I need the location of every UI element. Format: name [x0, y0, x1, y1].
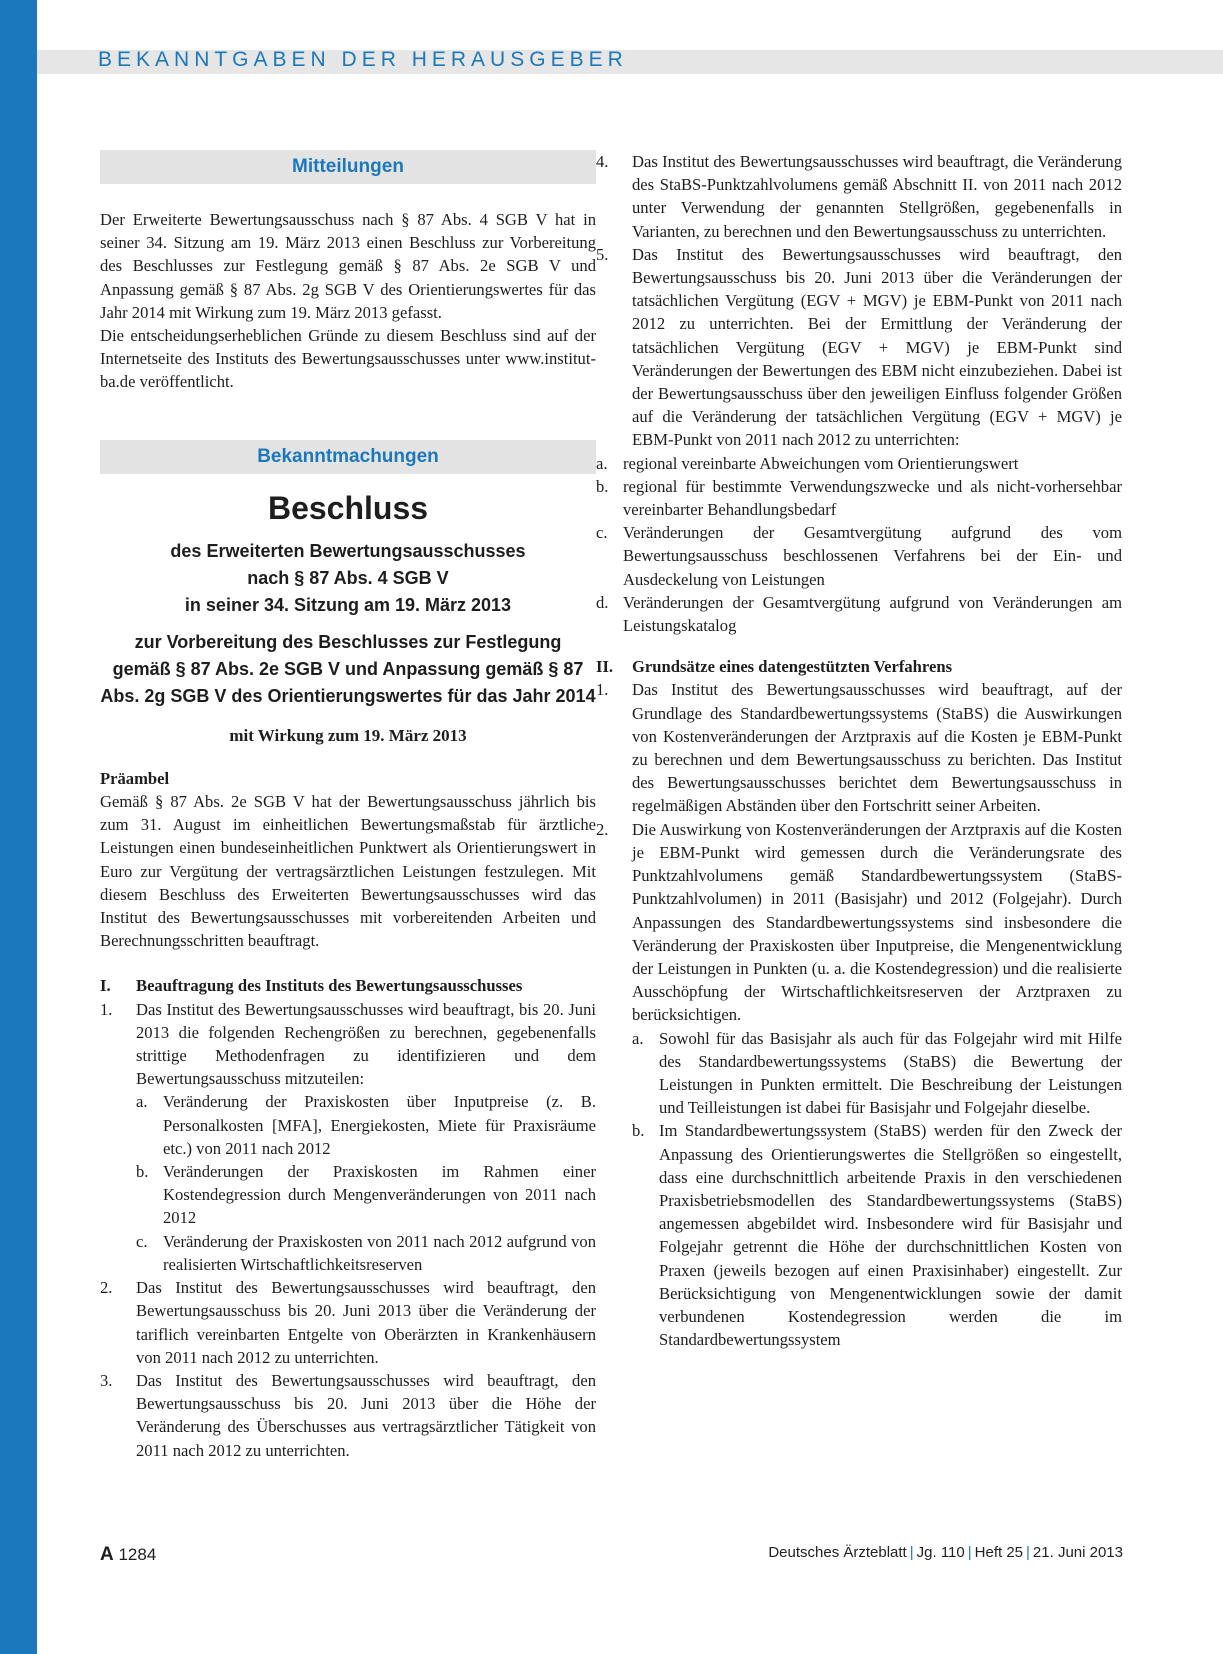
item-text: Das Institut des Bewertungsausschusses wird beauftragt, den Bewertungsausschuss bis 20. Juni 2013 über die Veränderungen der tatsächlichen Vergütung (EGV + MGV) je EBM-Punkt von 2011 nach 2012 zu unterrichten. Bei der Ermittlung der Veränderung der tatsächlichen Vergütung (EGV + MGV) je EBM-Punkt sind Veränderungen der Bewertungen des EBM nicht einzubeziehen. Dabei ist der Bewertungsausschuss über den jeweiligen Einfluss folgender Größen auf die Veränderung der tatsächlichen Vergütung (EGV + MGV) je EBM-Punkt von 2011 nach 2012 zu unterrichten:: [632, 244, 1122, 450]
beschluss-subtitle-2c: Abs. 2g SGB V des Orientierungswertes für das Jahr 2014: [100, 685, 596, 706]
item-number: 2.: [596, 819, 609, 839]
section-1-item-1: [100, 998, 596, 1276]
item-text: Das Institut des Bewertungsausschusses wird beauftragt, die Veränderung des StaBS-Punktzahlvolumens gemäß Abschnitt II. von 2011 nach 2012 unter Verwendung der genannten Stellgrößen, gegebenenfalls in Varianten, zu berechnen und den Bewertungsausschuss zu unterrichten.: [632, 152, 1122, 241]
beschluss-subtitle-2a: zur Vorbereitung des Beschlusses zur Festlegung: [134, 631, 562, 652]
sub-item-b: [596, 475, 1122, 521]
sub-item-letter: a.: [596, 453, 608, 473]
item-text: Das Institut des Bewertungsausschusses wird beauftragt, den Bewertungsausschuss bis 20. Juni 2013 über die Veränderung der tariflich vereinbarten Entgelte von Oberärzten in Krankenhäusern von 2011 nach 2012 zu unterrichten.: [136, 1278, 596, 1367]
sub-item-letter: b.: [136, 1162, 149, 1182]
section-2-title: Grundsätze eines datengestützten Verfahrens: [632, 657, 953, 677]
sub-item-text: regional vereinbarte Abweichungen vom Orientierungswert: [623, 453, 1019, 473]
sub-item-text: Sowohl für das Basisjahr als auch für das Folgejahr wird mit Hilfe des Standardbewertungssystems (StaBS) die Bewertung der Leistungen in Punkten ermittelt. Die Beschreibung der Leistungen und Teilleistungen ist dabei für Basisjahr und Folgejahr dieselbe.: [659, 1028, 1122, 1118]
sub-item-a: [632, 1027, 1122, 1120]
sub-item-letter: c.: [136, 1231, 148, 1251]
sub-item-text: Veränderungen der Gesamtvergütung aufgrund von Veränderungen am Leistungskatalog: [623, 592, 1122, 636]
beschluss-subtitle-1c: in seiner 34. Sitzung am 19. März 2013: [184, 594, 512, 615]
sub-item-c: [136, 1230, 596, 1276]
side-color-bar: [0, 0, 37, 1654]
section-1-number: I.: [100, 976, 111, 996]
left-column: [100, 150, 596, 1462]
section-1-item-5: [596, 243, 1122, 637]
sub-item-letter: b.: [596, 476, 609, 496]
item-number: 4.: [596, 152, 609, 171]
item-number: 1.: [596, 680, 609, 700]
page-number-value: 1284: [118, 1545, 157, 1564]
journal-name: Deutsches Ärzteblatt: [768, 1544, 907, 1561]
journal-volume: Jg. 110: [916, 1544, 965, 1561]
mitteilungen-paragraph-1: Der Erweiterte Bewertungsausschuss nach § 87 Abs. 4 SGB V hat in seiner 34. Sitzung am 19. März 2013 einen Beschluss zur Vorbereitung des Beschlusses zur Festlegung gemäß § 87 Abs. 2e SGB V und Anpassung gemäß § 87 Abs. 2g SGB V des Orientierungswertes für das Jahr 2014 mit Wirkung zum 19. März 2013 gefasst.: [100, 210, 596, 322]
beschluss-subtitle-1b: nach § 87 Abs. 4 SGB V: [247, 567, 449, 588]
item-text: Das Institut des Bewertungsausschusses wird beauftragt, den Bewertungsausschuss bis 20. Juni 2013 über die Höhe der Veränderung des Überschusses aus vertragsärztlicher Tätigkeit von 2011 nach 2012 zu unterrichten.: [136, 1370, 596, 1460]
sub-item-text: Veränderung der Praxiskosten von 2011 nach 2012 aufgrund von realisierten Wirtschaftlichkeitsreserven: [163, 1231, 596, 1274]
item-number: 5.: [596, 244, 609, 264]
sub-item-a: [596, 452, 1122, 475]
sub-item-text: regional für bestimmte Verwendungszwecke und als nicht-vorhersehbar vereinbarter Behandlungsbedarf: [623, 476, 1122, 520]
sub-item-text: Veränderungen der Gesamtvergütung aufgrund des vom Bewertungsausschuss beschlossenen Verfahrens bei der Ein- und Ausdeckelung von Leistungen: [623, 523, 1122, 589]
section-1-title: Beauftragung des Instituts des Bewertungsausschusses: [136, 976, 523, 996]
sub-item-b: [136, 1160, 596, 1230]
mitteilungen-heading: Mitteilungen: [100, 150, 596, 184]
sub-item-letter: a.: [136, 1092, 148, 1112]
section-1-item-2: [100, 1276, 596, 1369]
sub-item-letter: c.: [596, 523, 608, 543]
sub-item-text: Veränderung der Praxiskosten über Inputpreise (z. B. Personalkosten [MFA], Energiekosten, Miete für Praxisräume etc.) von 2011 nach 2012: [163, 1092, 596, 1158]
section-1-item-4: [596, 150, 1122, 243]
item-number: 1.: [100, 999, 113, 1019]
sub-item-text: Im Standardbewertungssystem (StaBS) werden für den Zweck der Anpassung des Orientierungswertes die Stellgrößen so eingestellt, dass eine durchschnittlich arbeitende Praxis in den verschiedenen Praxisbetriebsmodellen des Standardbewertungssystems (StaBS) angemessen abgebildet wird. Insbesondere wird für Basisjahr und Folgejahr getrennt die Höhe der durchschnittlichen Kosten von Praxen (jeweils bezogen auf einen Praxisinhaber) eingestellt. Zur Berücksichtigung von Mengenentwicklungen sowie der damit verbundenen Kostendegression werden die im Standardbewertungssystem: [659, 1121, 1122, 1350]
section-2-item-1: [596, 678, 1122, 817]
beschluss-wirkung: mit Wirkung zum 19. März 2013: [229, 725, 467, 745]
praeambel-text: Gemäß § 87 Abs. 2e SGB V hat der Bewertungsausschuss jährlich bis zum 31. August im einheitlichen Bewertungsmaßstab für ärztliche Leistungen einen bundeseinheitlichen Punktwert als Orientierungswert in Euro zur Vergütung der vertragsärztlichen Leistungen festzulegen. Mit diesem Beschluss des Erweiterten Bewertungsausschusses wird das Institut des Bewertungsausschusses mit vorbereitenden Arbeiten und Berechnungsschritten beauftragt.: [100, 792, 596, 951]
mitteilungen-paragraph-2: Die entscheidungserheblichen Gründe zu diesem Beschluss sind auf der Internetseite des Instituts des Bewertungsausschusses unter www.institut-ba.de veröffentlicht.: [100, 326, 596, 392]
beschluss-subtitle-2b: gemäß § 87 Abs. 2e SGB V und Anpassung gemäß § 87: [112, 658, 584, 679]
page-number: [100, 1544, 156, 1566]
sub-item-letter: a.: [632, 1028, 644, 1048]
item-number: 2.: [100, 1278, 113, 1298]
sub-item-text: Veränderungen der Praxiskosten im Rahmen einer Kostendegression durch Mengenveränderungen von 2011 nach 2012: [163, 1162, 596, 1228]
journal-footer: Deutsches Ärzteblatt | Jg. 110 | Heft 25 | 21. Juni 2013: [768, 1544, 1123, 1561]
beschluss-subtitle-1a: des Erweiterten Bewertungsausschusses: [170, 540, 526, 561]
item-text: Das Institut des Bewertungsausschusses wird beauftragt, bis 20. Juni 2013 die folgenden Rechengrößen zu berechnen, gegebenenfalls strittige Methodenfragen zu identifizieren und dem Bewertungsausschuss mitzuteilen:: [136, 999, 596, 1089]
page-letter: A: [100, 1544, 114, 1565]
praeambel-heading: Präambel: [100, 768, 170, 788]
sub-item-letter: d.: [596, 592, 609, 612]
right-column: [596, 150, 1122, 1351]
sub-item-c: [596, 521, 1122, 591]
item-text: Das Institut des Bewertungsausschusses wird beauftragt, auf der Grundlage des Standardbewertungssystems (StaBS) die Auswirkungen von Kostenveränderungen der Arztpraxis auf die Kosten je EBM-Punkt zu berechnen und dem Bewertungsausschuss zu berichten. Das Institut des Bewertungsausschusses berichtet dem Bewertungsausschuss in regelmäßigen Abständen über den Fortschritt seiner Arbeiten.: [632, 680, 1122, 816]
sub-item-b: [632, 1119, 1122, 1351]
section-1-item-3: [100, 1369, 596, 1462]
item-text: Die Auswirkung von Kostenveränderungen der Arztpraxis auf die Kosten je EBM-Punkt wird gemessen durch die Veränderungsrate des Punktzahlvolumens gemäß Standardbewertungssystem (StaBS-Punktzahlvolumen) in 2011 (Basisjahr) und 2012 (Folgejahr). Durch Anpassungen des Standardbewertungssystems sind insbesondere die Veränderung der Praxiskosten über Inputpreise, die Mengenentwicklung der Leistungen in Punkten (u. a. die Kostendegression) und die realisierte Ausschöpfung der Wirtschaftlichkeitsreserven der Arztpraxen zu berücksichtigen.: [632, 819, 1122, 1025]
sub-item-a: [136, 1090, 596, 1160]
bekanntmachungen-heading: Bekanntmachungen: [100, 440, 596, 474]
section-2-number: II.: [596, 657, 614, 677]
beschluss-title: Beschluss: [267, 489, 429, 526]
item-number: 3.: [100, 1370, 113, 1390]
sub-item-d: [596, 591, 1122, 637]
sub-item-letter: b.: [632, 1121, 645, 1141]
journal-issue: Heft 25: [974, 1544, 1024, 1561]
section-header-title: BEKANNTGABEN DER HERAUSGEBER: [98, 48, 628, 71]
section-1-heading: [100, 974, 596, 997]
section-2-item-2: [596, 818, 1122, 1352]
journal-date: 21. Juni 2013: [1032, 1544, 1123, 1561]
section-2-heading: [596, 655, 1122, 678]
